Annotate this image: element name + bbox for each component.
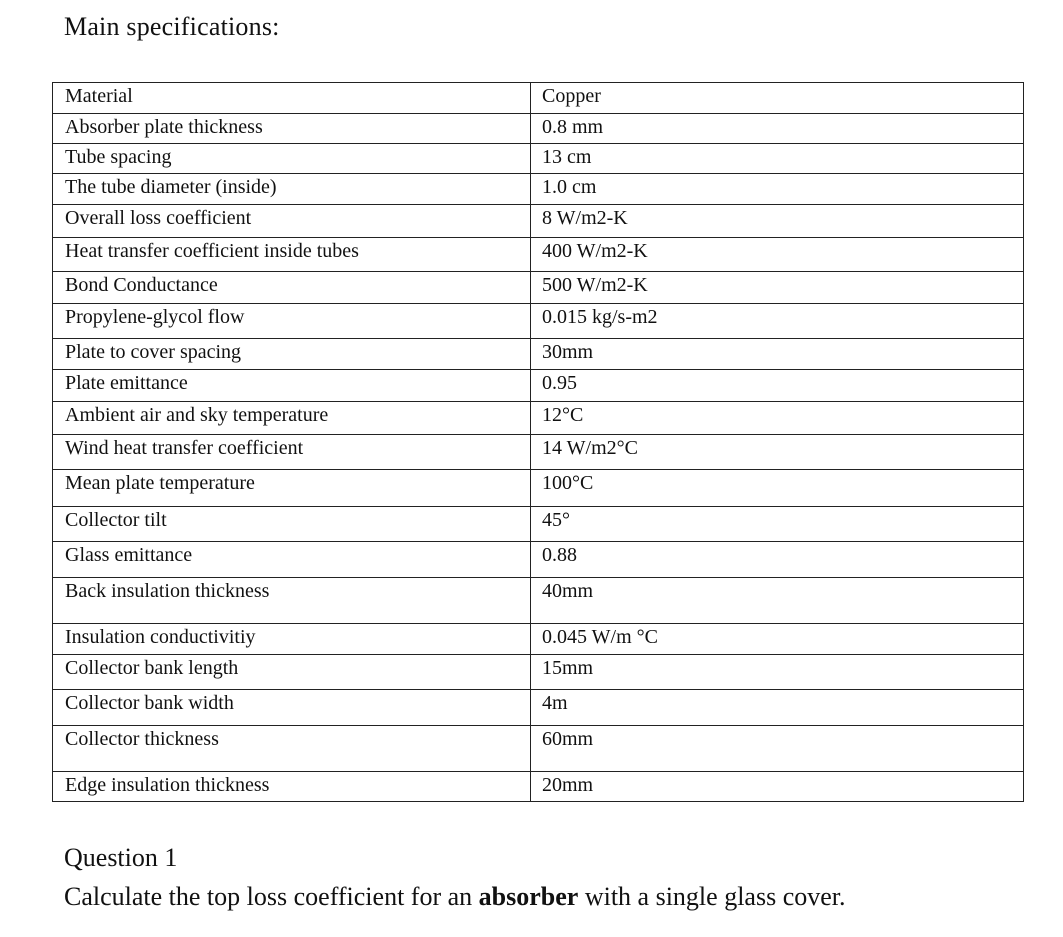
table-row <box>53 83 1024 114</box>
table-row <box>53 470 1024 507</box>
spec-label: Bond Conductance <box>53 272 531 304</box>
specifications-table <box>52 82 1024 802</box>
table-row <box>53 238 1024 272</box>
spec-label: Collector bank length <box>53 655 531 690</box>
spec-value: 1.0 cm <box>531 174 1024 205</box>
spec-value: 40mm <box>531 578 1024 624</box>
spec-label: Absorber plate thickness <box>53 114 531 144</box>
spec-value: 12°C <box>531 402 1024 435</box>
spec-value: 400 W/m2-K <box>531 238 1024 272</box>
spec-value: 100°C <box>531 470 1024 507</box>
spec-label: Tube spacing <box>53 144 531 174</box>
spec-label: Back insulation thickness <box>53 578 531 624</box>
spec-value: 0.95 <box>531 370 1024 402</box>
spec-label: Edge insulation thickness <box>53 772 531 802</box>
spec-label: Glass emittance <box>53 542 531 578</box>
spec-label: Plate emittance <box>53 370 531 402</box>
spec-value: 0.8 mm <box>531 114 1024 144</box>
question-title: Question 1 <box>64 843 178 872</box>
spec-label: Collector bank width <box>53 690 531 726</box>
spec-label: Material <box>53 83 531 114</box>
table-row <box>53 690 1024 726</box>
table-row <box>53 370 1024 402</box>
spec-value: 0.045 W/m °C <box>531 624 1024 655</box>
table-row <box>53 507 1024 542</box>
spec-label: Insulation conductivitiy <box>53 624 531 655</box>
spec-label: Wind heat transfer coefficient <box>53 435 531 470</box>
spec-value: 4m <box>531 690 1024 726</box>
table-row <box>53 205 1024 238</box>
table-row <box>53 402 1024 435</box>
spec-label: Overall loss coefficient <box>53 205 531 238</box>
table-row <box>53 542 1024 578</box>
question-text <box>64 882 846 912</box>
table-row <box>53 174 1024 205</box>
spec-value: 30mm <box>531 339 1024 370</box>
spec-label: The tube diameter (inside) <box>53 174 531 205</box>
spec-label: Plate to cover spacing <box>53 339 531 370</box>
spec-value: 8 W/m2-K <box>531 205 1024 238</box>
spec-value: 14 W/m2°C <box>531 435 1024 470</box>
spec-label: Ambient air and sky temperature <box>53 402 531 435</box>
question-text-after: with a single glass cover. <box>578 882 846 911</box>
table-row <box>53 655 1024 690</box>
spec-label: Mean plate temperature <box>53 470 531 507</box>
table-row <box>53 624 1024 655</box>
spec-value: 0.015 kg/s-m2 <box>531 304 1024 339</box>
spec-value: 0.88 <box>531 542 1024 578</box>
spec-value: 15mm <box>531 655 1024 690</box>
spec-value: 20mm <box>531 772 1024 802</box>
page-title: Main specifications: <box>64 12 280 41</box>
spec-value: 60mm <box>531 726 1024 772</box>
table-row <box>53 578 1024 624</box>
table-row <box>53 144 1024 174</box>
table-row <box>53 272 1024 304</box>
spec-value: 13 cm <box>531 144 1024 174</box>
question-text-bold: absorber <box>478 882 579 911</box>
table-row <box>53 339 1024 370</box>
table-row <box>53 772 1024 802</box>
spec-value: Copper <box>531 83 1024 114</box>
spec-label: Collector thickness <box>53 726 531 772</box>
spec-label: Heat transfer coefficient inside tubes <box>53 238 531 272</box>
spec-value: 45° <box>531 507 1024 542</box>
spec-label: Propylene-glycol flow <box>53 304 531 339</box>
table-row <box>53 435 1024 470</box>
spec-label: Collector tilt <box>53 507 531 542</box>
table-row <box>53 304 1024 339</box>
spec-value: 500 W/m2-K <box>531 272 1024 304</box>
table-row <box>53 726 1024 772</box>
question-text-before: Calculate the top loss coefficient for an <box>64 882 479 911</box>
table-row <box>53 114 1024 144</box>
